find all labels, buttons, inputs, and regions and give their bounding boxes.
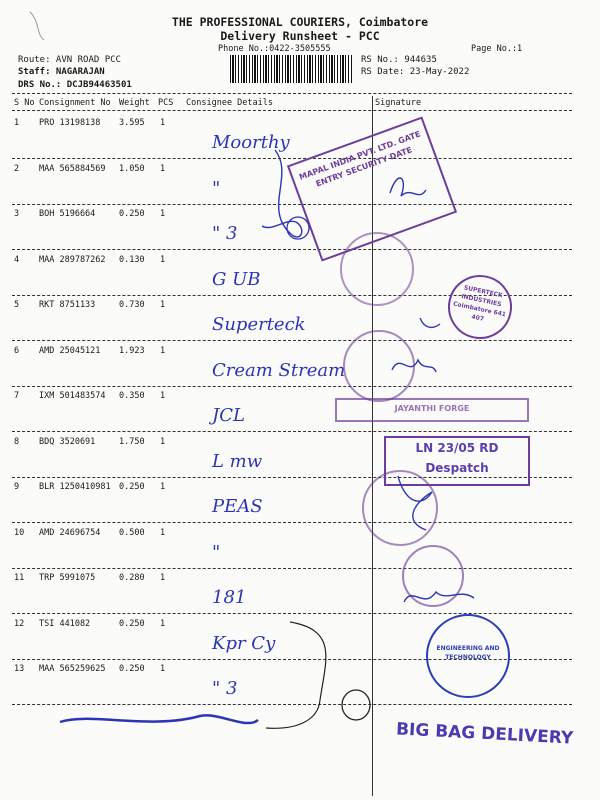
row-weight: 0.250 (119, 664, 145, 674)
row-sno: 13 (14, 664, 25, 674)
row-sno: 7 (14, 391, 20, 401)
row-consignment-no: AMD 25045121 (39, 345, 101, 356)
row-consignee-handwriting: JCL (212, 405, 245, 426)
row-consignment-no: TRP 5991075 (39, 573, 96, 583)
row-pcs: 1 (160, 118, 166, 128)
row-consignment-no: MAA 565259625 (39, 664, 106, 674)
row-consignment-no: AMD 24696754 (39, 527, 101, 538)
row-weight: 0.280 (119, 573, 145, 583)
row-pcs: 1 (160, 482, 166, 492)
row-consignment-no: BOH 5196664 (39, 209, 96, 219)
col-sno: S No (14, 98, 35, 108)
phone-number: Phone No.:0422-3505555 (218, 44, 331, 54)
row-pcs: 1 (160, 664, 166, 674)
row-consignee-handwriting: " (212, 177, 221, 199)
row-weight: 0.730 (119, 300, 145, 310)
row-weight: 0.250 (119, 618, 145, 629)
col-consignee: Consignee Details (186, 98, 273, 108)
mapal-gate-stamp: MAPAL INDIA PVT. LTD. GATE ENTRY SECURITY DATE (287, 116, 457, 261)
row-sno: 4 (14, 254, 20, 265)
row-weight: 0.250 (119, 209, 145, 219)
row-sno: 9 (14, 482, 20, 492)
row-consignee-handwriting: " 3 (212, 678, 238, 699)
rs-date: RS Date: 23-May-2022 (361, 67, 470, 77)
row-consignee-handwriting: L mw (212, 450, 263, 472)
row-pcs: 1 (160, 391, 166, 401)
row-consignment-no: RKT 8751133 (39, 300, 96, 310)
engineering-seal: ENGINEERING AND TECHNOLOGY (426, 614, 510, 698)
row-consignee-handwriting: " 3 (212, 223, 238, 244)
row-pcs: 1 (160, 345, 166, 356)
row-sno: 1 (14, 118, 20, 128)
row-sno: 12 (14, 618, 25, 629)
rs-number: RS No.: 944635 (361, 55, 437, 65)
row-sno: 8 (14, 436, 20, 447)
row-sno: 3 (14, 209, 20, 219)
row-weight: 0.250 (119, 482, 145, 492)
row-consignee-handwriting: 181 (212, 587, 247, 608)
row-weight: 3.595 (119, 118, 145, 128)
row-sno: 10 (14, 527, 25, 538)
row-sno: 11 (14, 573, 25, 583)
col-signature: Signature (375, 98, 422, 108)
row-consignee-handwriting: Cream Stream (212, 359, 346, 381)
staff-label: Staff: NAGARAJAN (18, 67, 105, 77)
row-pcs: 1 (160, 209, 166, 219)
row-consignee-handwriting: Moorthy (212, 132, 290, 153)
row-pcs: 1 (160, 618, 166, 629)
row-pcs: 1 (160, 573, 166, 583)
row-weight: 1.923 (119, 345, 145, 356)
row-consignee-handwriting: PEAS (212, 496, 263, 517)
row-weight: 0.130 (119, 254, 145, 265)
row-weight: 0.350 (119, 391, 145, 401)
row-pcs: 1 (160, 163, 166, 174)
row-pcs: 1 (160, 300, 166, 310)
row-consignment-no: PRO 13198138 (39, 118, 101, 128)
col-weight: Weight (119, 98, 150, 108)
row-consignee-handwriting: G UB (212, 268, 261, 290)
row-consignee-handwriting: Kpr Cy (212, 632, 276, 654)
row-consignment-no: IXM 501483574 (39, 391, 106, 401)
row-weight: 1.750 (119, 436, 145, 447)
row-consignee-handwriting: Superteck (212, 314, 306, 335)
col-consignment: Consignment No (39, 98, 111, 108)
drs-number: DRS No.: DCJB94463501 (18, 80, 132, 90)
row-pcs: 1 (160, 527, 166, 538)
runsheet-title: Delivery Runsheet - PCC (220, 29, 380, 43)
row-consignment-no: BLR 1250410981 (39, 482, 111, 492)
big-bag-delivery-stamp: BIG BAG DELIVERY (395, 719, 574, 749)
row-consignment-no: MAA 289787262 (39, 254, 106, 265)
row-consignment-no: TSI 441082 (39, 618, 91, 629)
row-weight: 1.050 (119, 163, 145, 174)
despatch-stamp: LN 23/05 RD Despatch (384, 436, 530, 486)
page-number: Page No.:1 (471, 44, 523, 54)
route-label: Route: AVN ROAD PCC (18, 55, 121, 65)
courier-name: THE PROFESSIONAL COURIERS, Coimbatore (171, 15, 429, 29)
superteck-seal: SUPERTECK INDUSTRIES Coimbatore 641 407 (442, 269, 518, 345)
row-pcs: 1 (160, 254, 166, 265)
row-sno: 6 (14, 345, 20, 356)
row-consignee-handwriting: " (212, 541, 221, 563)
row-sno: 5 (14, 300, 20, 310)
col-pcs: PCS (158, 98, 174, 108)
row-weight: 0.500 (119, 527, 145, 538)
jayanthi-stamp: JAYANTHI FORGE (335, 398, 529, 422)
row-consignment-no: MAA 565884569 (39, 163, 106, 174)
row-pcs: 1 (160, 436, 166, 447)
row-sno: 2 (14, 163, 20, 174)
row-consignment-no: BDQ 3520691 (39, 436, 96, 447)
